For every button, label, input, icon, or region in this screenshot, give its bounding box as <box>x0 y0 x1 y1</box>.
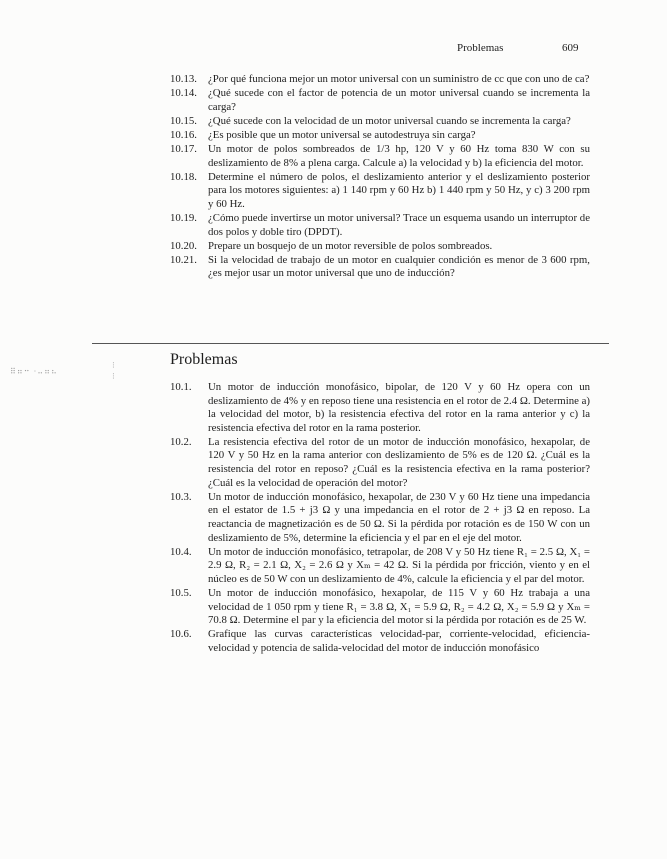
question-number: 10.18. <box>170 170 197 183</box>
question-text: ¿Qué sucede con la velocidad de un motor universal cuando se incrementa la carga? <box>208 114 571 127</box>
problem-text: Un motor de inducción monofásico, bipolar, de 120 V y 60 Hz opera con un deslizamiento de 4% y en reposo tiene una resistencia en el rotor de 2.4 Ω. Determine a) la velocidad del motor, b) la resistencia efectiva del rotor en la rama anterior y c) la resistencia efectiva del rotor en la rama posterior. <box>208 381 590 434</box>
problem-number: 10.2. <box>170 435 192 448</box>
question-item <box>170 254 590 281</box>
question-item <box>170 115 590 129</box>
scan-noise: ⠿⠶⠒ ·⠤⠶⠦ <box>10 367 58 376</box>
question-item <box>170 212 590 239</box>
problem-item <box>170 587 590 628</box>
question-item <box>170 171 590 212</box>
problem-item <box>170 491 590 545</box>
section-divider <box>92 343 609 344</box>
problem-text: Un motor de inducción monofásico, tetrapolar, de 208 V y 50 Hz tiene R₁ = 2.5 Ω, X₁ = 2.9 Ω, R₂ = 2.1 Ω, X₂ = 2.6 Ω y Xₘ = 42 Ω. Si la pérdida por fricción, viento y en el núcleo es de 50 W con un deslizamiento de 4%, calcule la eficiencia y el par del motor. <box>208 545 590 585</box>
problem-number: 10.4. <box>170 545 192 558</box>
question-text: Determine el número de polos, el deslizamiento anterior y el deslizamiento posterior para los motores siguientes: a) 1 140 rpm y 60 Hz b) 1 440 rpm y 50 Hz, y c) 3 200 rpm y 60 Hz. <box>208 170 590 210</box>
question-number: 10.21. <box>170 253 197 266</box>
question-number: 10.19. <box>170 211 197 224</box>
question-text: ¿Es posible que un motor universal se autodestruya sin carga? <box>208 128 476 141</box>
problem-text: Un motor de inducción monofásico, hexapolar, de 230 V y 60 Hz tiene una impedancia en el estator de 1.5 + j3 Ω y una impedancia en el rotor de 2 + j3 Ω en reposo. La reactancia de magnetización es de 50 Ω. Si la pérdida por rotación es de 150 W con un deslizamiento de 5%, determine la eficiencia y el par en el eje del motor. <box>208 490 590 544</box>
problems-list <box>170 381 590 656</box>
question-text: ¿Cómo puede invertirse un motor universal? Trace un esquema usando un interruptor de dos polos y doble tiro (DPDT). <box>208 211 590 238</box>
problem-item <box>170 628 590 655</box>
question-item <box>170 87 590 114</box>
question-text: ¿Por qué funciona mejor un motor universal con un suministro de cc que con uno de ca? <box>208 73 590 85</box>
problem-item <box>170 436 590 490</box>
scan-noise: ⁝ ⁝ <box>112 360 115 381</box>
problem-text: Un motor de inducción monofásico, hexapolar, de 115 V y 60 Hz trabaja a una velocidad de 1 050 rpm y tiene R₁ = 3.8 Ω, X₁ = 5.9 Ω, R₂ = 4.2 Ω, X₂ = 5.9 Ω y Xₘ = 70.8 Ω. Determine el par y la eficiencia del motor si la pérdida por rotación es de 25 W. <box>208 586 590 627</box>
question-number: 10.20. <box>170 239 197 252</box>
question-number: 10.16. <box>170 128 197 141</box>
problem-text: Grafique las curvas características velocidad-par, corriente-velocidad, eficiencia-velocidad y potencia de salida-velocidad del motor de inducción monofásico <box>208 628 590 654</box>
question-item <box>170 240 590 254</box>
problem-number: 10.3. <box>170 490 192 503</box>
review-questions-list <box>170 73 590 281</box>
question-item <box>170 129 590 143</box>
question-number: 10.15. <box>170 114 197 127</box>
section-title: Problemas <box>170 351 238 368</box>
question-text: Un motor de polos sombreados de 1/3 hp, 120 V y 60 Hz toma 830 W con su deslizamiento de 8% a plena carga. Calcule a) la velocidad y b) la eficiencia del motor. <box>208 142 590 169</box>
problem-number: 10.5. <box>170 586 192 599</box>
problem-item <box>170 546 590 587</box>
question-text: Si la velocidad de trabajo de un motor en cualquier condición es menor de 3 600 rpm, ¿es mejor usar un motor universal que uno de inducción? <box>208 253 590 280</box>
page-number: 609 <box>562 42 579 54</box>
running-header-section: Problemas <box>457 42 504 54</box>
question-item <box>170 143 590 170</box>
problem-text: La resistencia efectiva del rotor de un motor de inducción monofásico, hexapolar, de 120 V y 50 Hz en la rama anterior con deslizamiento de 5% es de 120 Ω. ¿Cuál es la resistencia del rotor en reposo? ¿Cuál es la resistencia efectiva en la rama posterior? ¿Cuál es la velocidad de operación del motor? <box>208 435 590 489</box>
problem-number: 10.6. <box>170 628 192 641</box>
question-text: ¿Qué sucede con el factor de potencia de un motor universal cuando se incrementa la carga? <box>208 87 590 113</box>
question-item <box>170 73 590 87</box>
problem-item <box>170 381 590 435</box>
problem-number: 10.1. <box>170 381 192 393</box>
running-header <box>0 42 667 58</box>
question-number: 10.14. <box>170 87 197 100</box>
question-number: 10.17. <box>170 142 197 155</box>
question-number: 10.13. <box>170 73 197 85</box>
question-text: Prepare un bosquejo de un motor reversible de polos sombreados. <box>208 239 493 252</box>
